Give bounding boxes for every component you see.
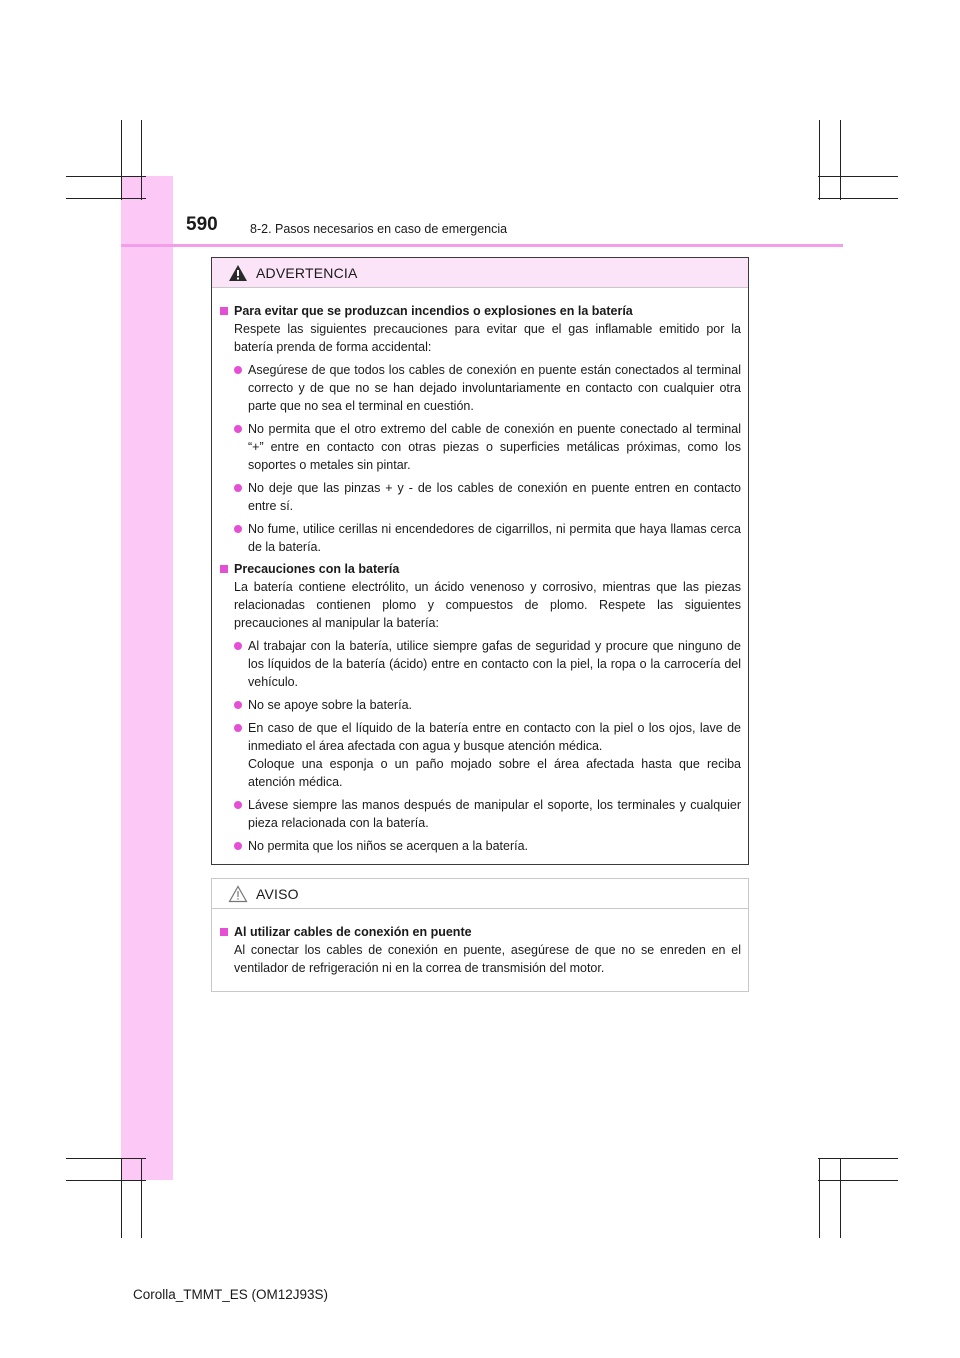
round-bullet-icon [234,642,242,650]
side-color-strip [121,176,173,1180]
crop-mark [121,1158,122,1238]
round-bullet-icon [234,525,242,533]
warning-header [212,258,748,288]
crop-mark [141,120,142,200]
crop-mark [819,120,820,200]
list-item: No fume, utilice cerillas ni encendedores de cigarrillos, ni permita que haya llamas cerca de la batería. [234,520,741,556]
round-bullet-icon [234,701,242,709]
list-item: No permita que los niños se acerquen a la batería. [234,837,741,855]
list-item: Lávese siempre las manos después de manipular el soporte, los terminales y cualquier pieza relacionada con la batería. [234,796,741,832]
warning-box [211,257,749,865]
square-bullet-icon [220,307,228,315]
crop-mark [818,1158,898,1159]
list-item: No se apoye sobre la batería. [234,696,741,714]
crop-mark [121,120,122,200]
caution-outline-triangle-icon [228,885,248,903]
crop-mark [66,1158,146,1159]
header-divider [121,244,843,247]
section-title: 8-2. Pasos necesarios en caso de emergencia [250,222,508,236]
notice-box [211,878,749,992]
crop-mark [66,1180,146,1181]
notice-title: AVISO [256,885,299,902]
round-bullet-icon [234,842,242,850]
crop-mark [66,176,146,177]
crop-mark [819,1158,820,1238]
warning-section-heading: Para evitar que se produzcan incendios o explosiones en la batería [220,302,741,320]
crop-mark [818,1180,898,1181]
crop-mark [840,1158,841,1238]
warning-paragraph: La batería contiene electrólito, un ácido venenoso y corrosivo, mientras que las piezas relacionadas contienen plomo y compuestos de plomo. Respete las siguientes precauciones al manipular la batería: [234,580,741,630]
notice-section-heading: Al utilizar cables de conexión en puente [220,923,741,941]
round-bullet-icon [234,801,242,809]
footer-text: Corolla_TMMT_ES (OM12J93S) [133,1287,329,1302]
list-item: Asegúrese de que todos los cables de conexión en puente están conectados al terminal correcto y de que no se han dejado involuntariamente en contacto con cualquier otra parte que no sea el terminal en cuestión. [234,361,741,415]
warning-title: ADVERTENCIA [256,264,358,281]
list-item: No deje que las pinzas + y - de los cables de conexión en puente entren en contacto entre sí. [234,479,741,515]
round-bullet-icon [234,366,242,374]
page-number: 590 [186,214,218,235]
square-bullet-icon [220,565,228,573]
crop-mark [141,1158,142,1238]
notice-header [212,879,748,909]
warning-section-heading: Precauciones con la batería [220,560,741,578]
list-item: No permita que el otro extremo del cable de conexión en puente conectado al terminal “+” entre en contacto con otras piezas o superficies metálicas próximas, como los soportes o metales sin pintar. [234,420,741,474]
warning-paragraph: Respete las siguientes precauciones para evitar que el gas inflamable emitido por la batería prenda de forma accidental: [234,322,741,354]
crop-mark [818,198,898,199]
notice-paragraph: Al conectar los cables de conexión en puente, asegúrese de que no se enreden en el ventilador de refrigeración ni en la correa de transmisión del motor. [234,943,741,975]
square-bullet-icon [220,928,228,936]
round-bullet-icon [234,724,242,732]
warning-triangle-icon [228,264,248,282]
list-item: Al trabajar con la batería, utilice siempre gafas de seguridad y procure que ninguno de los líquidos de la batería (ácido) entre en contacto con la piel, la ropa o la carrocería del vehículo. [234,637,741,691]
round-bullet-icon [234,484,242,492]
crop-mark [66,198,146,199]
list-item: En caso de que el líquido de la batería entre en contacto con la piel o los ojos, lave de inmediato el área afectada con agua y busque atención médica. Coloque una esponja o un paño mojado sobre el área afectada hasta que reciba atención médica. [234,719,741,791]
crop-mark [818,176,898,177]
round-bullet-icon [234,425,242,433]
crop-mark [840,120,841,200]
